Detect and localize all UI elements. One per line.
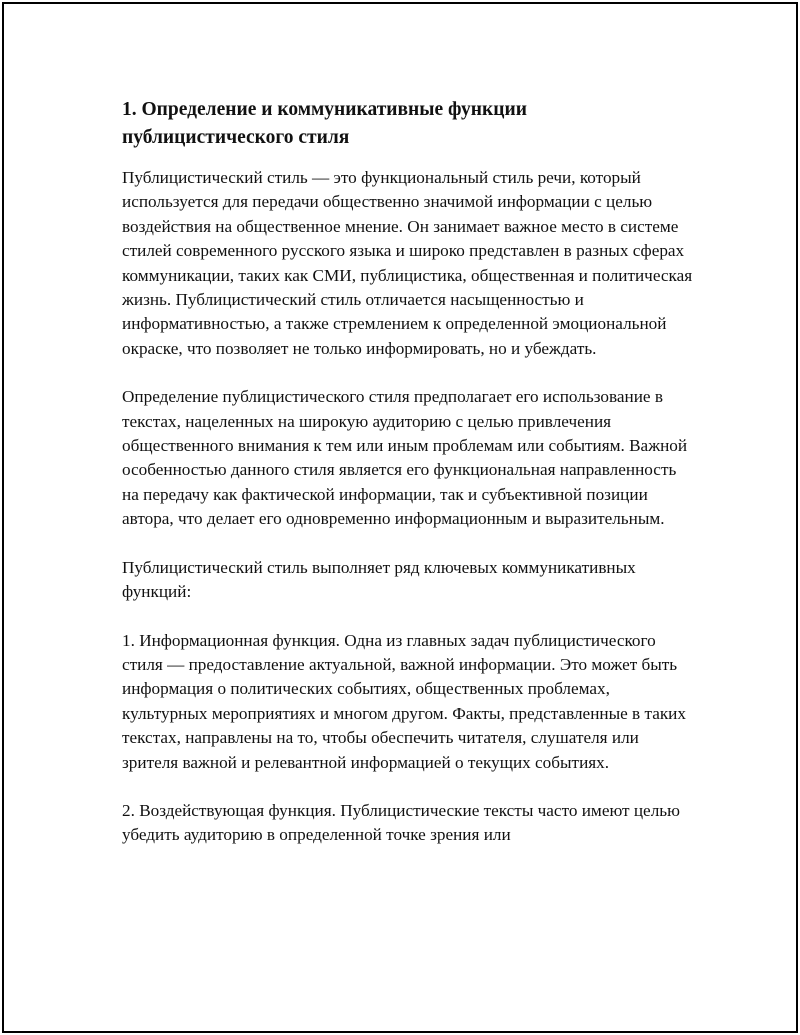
document-body xyxy=(122,96,697,872)
paragraph-influencing-function: 2. Воздействующая функция. Публицистические тексты часто имеют целью убедить аудиторию в определенной точке зрения или xyxy=(122,800,680,845)
page-frame xyxy=(2,2,798,1033)
paragraph-usage: Определение публицистического стиля предполагает его использование в текстах, нацеленных на широкую аудиторию с целью привлечения общественного внимания к тем или иным проблемам или событиям. Важной особенностью данного стиля является его функциональная направленность на передачу как фактической информации, так и субъективной позиции автора, что делает его одновременно информационным и выразительным. xyxy=(122,387,688,529)
paragraph-functions-intro: Публицистический стиль выполняет ряд ключевых коммуникативных функций: xyxy=(122,557,636,602)
paragraph-informational-function: 1. Информационная функция. Одна из главных задач публицистического стиля — предоставление актуальной, важной информации. Это может быть информация о политических событиях, общественных проблемах, культурных мероприятиях и многом другом. Факты, представленные в таких текстах, направлены на то, чтобы обеспечить читателя, слушателя или зрителя важной и релевантной информацией о текущих событиях. xyxy=(122,630,686,772)
section-heading: 1. Определение и коммуникативные функции публицистического стиля xyxy=(122,99,527,148)
paragraph-definition: Публицистический стиль — это функциональный стиль речи, который используется для передачи общественно значимой информации с целью воздействия на общественное мнение. Он занимает важное место в системе стилей современного русского языка и широко представлен в разных сферах коммуникации, таких как СМИ, публицистика, общественная и политическая жизнь. Публицистический стиль отличается насыщенностью и информативностью, а также стремлением к определенной эмоциональной окраске, что позволяет не только информировать, но и убеждать. xyxy=(122,168,693,358)
